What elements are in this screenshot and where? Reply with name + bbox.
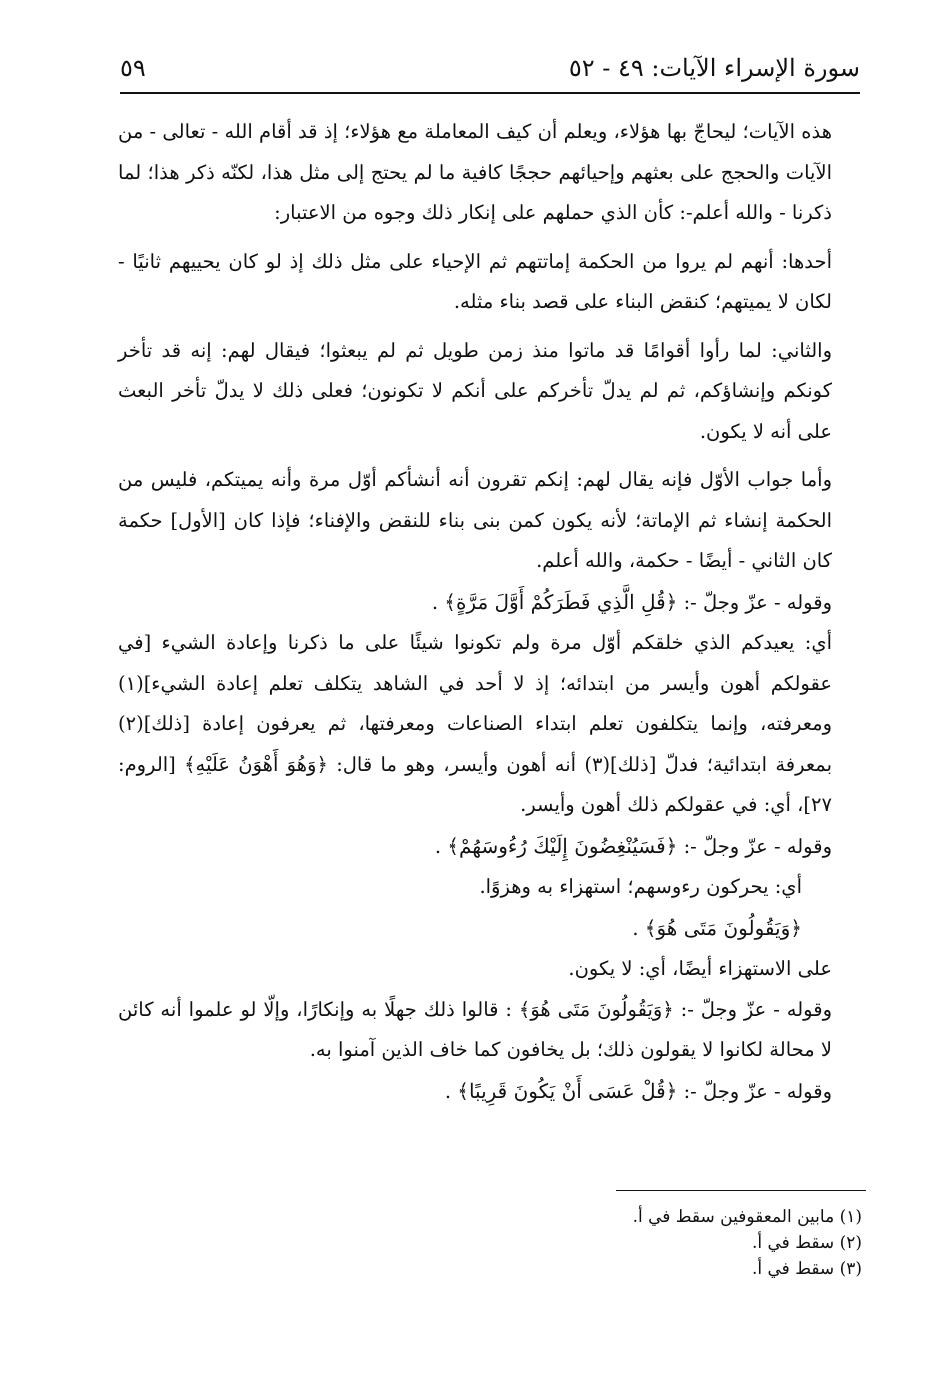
quran-verse: ﴿فَسَيُنْغِضُونَ إِلَيْكَ رُءُوسَهُمْ﴾ xyxy=(447,833,678,858)
paragraph-first-reason: أحدها: أنهم لم يروا من الحكمة إماتتهم ثم الإحياء على مثل ذلك إذ لو كان يحييهم ثانيًا - لكان لا يميتهم؛ كنقض البناء على قصد بناء مثله. xyxy=(118,249,832,313)
paragraph-heads: أي: يحركون رءوسهم؛ استهزاء به وهزوًا. xyxy=(479,875,802,898)
main-text xyxy=(118,112,862,1112)
paragraph-mockery: على الاستهزاء أيضًا، أي: لا يكون. xyxy=(568,957,832,980)
page-number: ٥٩ xyxy=(120,54,146,82)
paragraph-intro: هذه الآيات؛ ليحاجّ بها هؤلاء، ويعلم أن كيف المعاملة مع هؤلاء؛ إذ قد أقام الله - تعالى - من الآيات والحجج على بعثهم وإحيائهم حججًا كافية ما لم يحتج إلى مثل هذا، لكنّه ذكر هذا؛ لما ذكرنا - والله أعلم-: كأن الذي حملهم على إنكار ذلك وجوه من الاعتبار: xyxy=(118,120,832,224)
verse-trail: . xyxy=(444,1079,458,1103)
footnote-divider xyxy=(616,1190,866,1191)
footnotes xyxy=(118,1204,862,1282)
verse-line-2 xyxy=(118,826,862,868)
verse-line-1 xyxy=(118,582,862,624)
verse-line-3 xyxy=(118,908,862,950)
page-header xyxy=(120,48,860,94)
verse-trail: . xyxy=(632,916,645,940)
verse-lead: وقوله - عزّ وجلّ -: xyxy=(677,590,832,614)
footnote-1: (١) مابين المعقوفين سقط في أ. xyxy=(632,1207,862,1227)
verse-lead: وقوله - عزّ وجلّ -: xyxy=(677,1079,832,1103)
footnote-2: (٢) سقط في أ. xyxy=(751,1233,862,1253)
quran-verse: ﴿قُلِ الَّذِي فَطَرَكُمْ أَوَّلَ مَرَّةٍ﴾ xyxy=(444,589,678,614)
verse-trail: . xyxy=(434,834,448,858)
quran-verse: ﴿وَيَقُولُونَ مَتَى هُوَ﴾ xyxy=(644,915,802,940)
verse-line-4 xyxy=(118,1071,862,1113)
footnote-3: (٣) سقط في أ. xyxy=(751,1259,862,1279)
paragraph-second-reason: والثاني: لما رأوا أقوامًا قد ماتوا منذ زمن طويل ثم لم يبعثوا؛ فيقال لهم: إنه قد تأخر كونكم وإنشاؤكم، ثم لم يدلّ تأخركم على أنكم لا تكونون؛ فعلى ذلك لا يدلّ تأخر البعث على أنه لا يكون. xyxy=(118,338,832,443)
paragraph-answer: وأما جواب الأوّل فإنه يقال لهم: إنكم تقرون أنه أنشأكم أوّل مرة وأنه يميتكم، فليس من الحكمة إنشاء ثم الإماتة؛ لأنه يكون كمن بنى بناء للنقض والإفناء؛ فإذا كان [الأول] حكمة كان الثاني - أيضًا - حكمة، والله أعلم. xyxy=(118,468,832,572)
paragraph-denial: وقوله - عزّ وجلّ -: ﴿وَيَقُولُونَ مَتَى هُوَ﴾ : قالوا ذلك جهلًا به وإنكارًا، وإلّا لو علموا أنه كائن لا محالة لكانوا لا يقولون ذلك؛ بل يخافون كما خاف الذين آمنوا به. xyxy=(118,997,832,1061)
verse-lead: وقوله - عزّ وجلّ -: xyxy=(677,834,832,858)
quran-verse: ﴿قُلْ عَسَى أَنْ يَكُونَ قَرِيبًا﴾ xyxy=(457,1078,678,1103)
paragraph-explanation: أي: يعيدكم الذي خلقكم أوّل مرة ولم تكونوا شيئًا على ما ذكرنا وإعادة الشيء [في عقولكم أهون وأيسر من ابتدائه؛ إذ لا أحد في الشاهد يتكلف تعلم إعادة الشيء](١) ومعرفته، وإنما يتكلفون تعلم ابتداء الصناعات ومعرفتها، ثم يعرفون إعادة [ذلك](٢) بمعرفة ابتدائية؛ فدلّ [ذلك](٣) أنه أهون وأيسر، وهو ما قال: ﴿وَهُوَ أَهْوَنُ عَلَيْهِ﴾ [الروم: ٢٧]، أي: في عقولكم ذلك أهون وأيسر. xyxy=(118,631,832,816)
running-title: سورة الإسراء الآيات: ٤٩ - ٥٢ xyxy=(568,54,860,82)
verse-trail: . xyxy=(431,590,445,614)
